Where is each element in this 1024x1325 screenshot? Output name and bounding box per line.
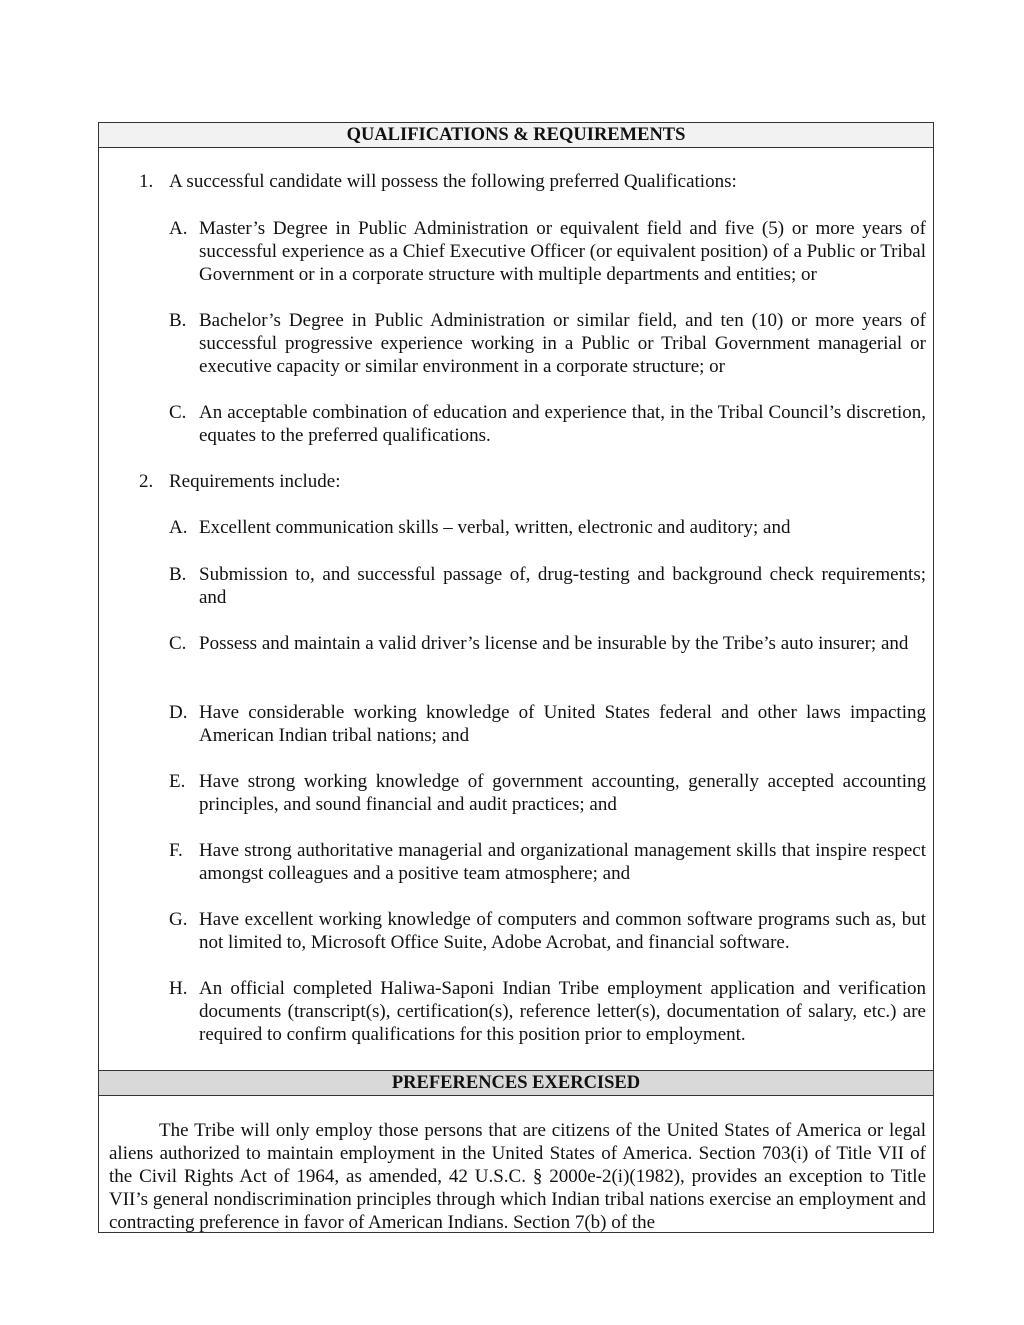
- item-label: B.: [169, 310, 187, 331]
- item-text: Have strong authoritative managerial and organizational management skills that inspire respect amongst colleagues and a positive team atmosphere; and: [199, 840, 926, 884]
- item-label: H.: [169, 978, 188, 999]
- item-text: Possess and maintain a valid driver’s license and be insurable by the Tribe’s auto insurer; and: [199, 633, 909, 654]
- list-intro-1: A successful candidate will possess the following preferred Qualifications:: [169, 171, 737, 192]
- requirement-item-f: [169, 839, 926, 885]
- item-label: B.: [169, 564, 187, 585]
- requirement-item-h: [169, 977, 926, 1046]
- preferences-paragraph: The Tribe will only employ those persons that are citizens of the United States of America or legal aliens authorized to maintain employment in the United States of America. Section 703(i) of Title VII of the Civil Rights Act of 1964, as amended, 42 U.S.C. § 2000e-2(i)(1982), provides an exception to Title VII’s general nondiscrimination principles through which Indian tribal nations exercise an employment and contracting preference in favor of American Indians. Section 7(b) of the: [109, 1120, 926, 1233]
- item-label: A.: [169, 218, 188, 239]
- requirement-item-d: [169, 701, 926, 747]
- item-label: A.: [169, 517, 188, 538]
- requirement-item-b: [169, 563, 926, 609]
- requirement-item-c: [169, 632, 926, 655]
- qualification-item-b: [169, 309, 926, 378]
- requirement-item-g: [169, 908, 926, 954]
- item-label: F.: [169, 840, 183, 861]
- item-label: C.: [169, 402, 187, 423]
- item-label: E.: [169, 771, 186, 792]
- item-text: Excellent communication skills – verbal, written, electronic and auditory; and: [199, 517, 791, 538]
- item-text: Have considerable working knowledge of United States federal and other laws impacting American Indian tribal nations; and: [199, 702, 926, 746]
- item-label: D.: [169, 702, 188, 723]
- list-number-2: 2.: [139, 471, 154, 492]
- qualification-item-c: [169, 401, 926, 447]
- item-text: Bachelor’s Degree in Public Administration or similar field, and ten (10) or more years of successful progressive experience working in a Public or Tribal Government managerial or executive capacity or similar environment in a corporate structure; or: [199, 310, 926, 377]
- item-text: An official completed Haliwa-Saponi Indian Tribe employment application and verification documents (transcript(s), certification(s), reference letter(s), documentation of salary, etc.) are required to confirm qualifications for this position prior to employment.: [199, 978, 926, 1045]
- section-header-preferences: PREFERENCES EXERCISED: [99, 1070, 933, 1096]
- qualification-item-a: [169, 217, 926, 286]
- item-text: Have excellent working knowledge of computers and common software programs such as, but not limited to, Microsoft Office Suite, Adobe Acrobat, and financial software.: [199, 909, 926, 953]
- item-text: Have strong working knowledge of government accounting, generally accepted accounting principles, and sound financial and audit practices; and: [199, 771, 926, 815]
- item-label: G.: [169, 909, 188, 930]
- list-number-1: 1.: [139, 171, 154, 192]
- item-label: C.: [169, 633, 187, 654]
- item-text: An acceptable combination of education and experience that, in the Tribal Council’s discretion, equates to the preferred qualifications.: [199, 402, 926, 446]
- item-text: Master’s Degree in Public Administration or equivalent field and five (5) or more years of successful experience as a Chief Executive Officer (or equivalent position) of a Public or Tribal Government or in a corporate structure with multiple departments and entities; or: [199, 218, 926, 285]
- section-header-qualifications: QUALIFICATIONS & REQUIREMENTS: [99, 123, 933, 148]
- requirement-item-e: [169, 770, 926, 816]
- list-intro-2: Requirements include:: [169, 471, 341, 492]
- document-table: [98, 122, 934, 1233]
- requirement-item-a: [169, 516, 926, 539]
- item-text: Submission to, and successful passage of, drug-testing and background check requirements; and: [199, 564, 926, 608]
